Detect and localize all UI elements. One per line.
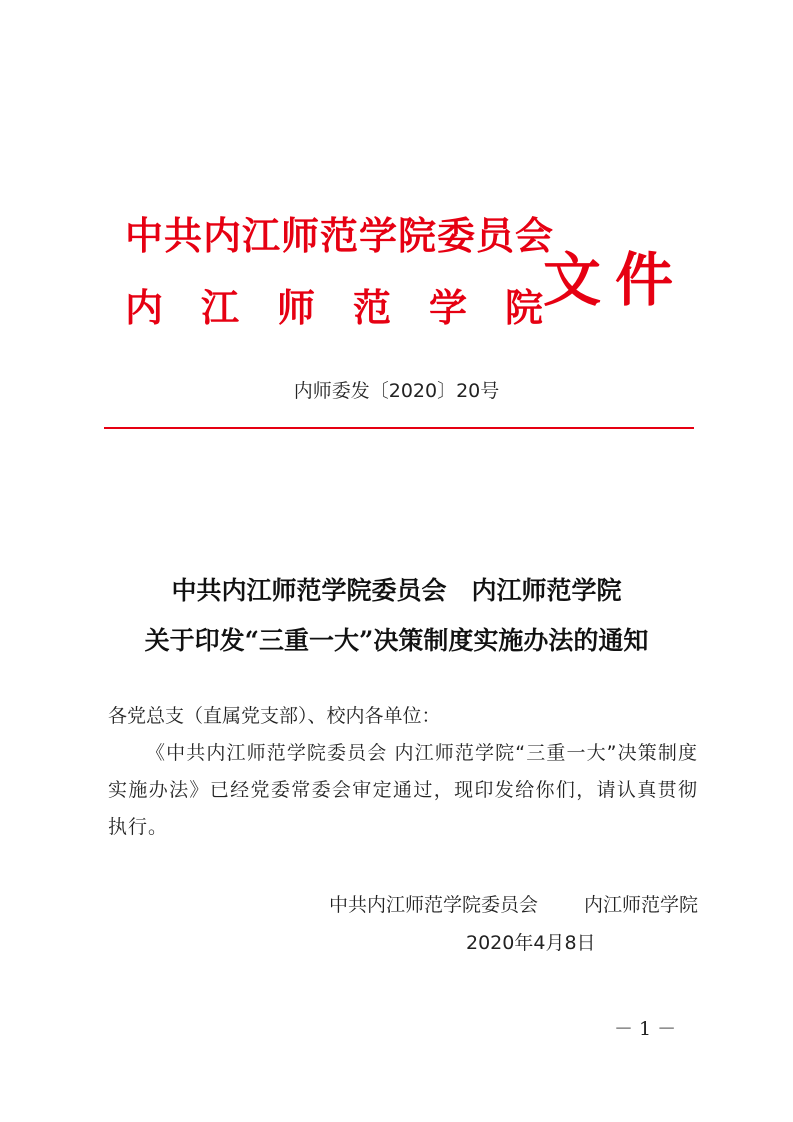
title-line-1: 中共内江师范学院委员会 内江师范学院 <box>171 576 622 605</box>
document-header <box>125 212 688 352</box>
issuer-name-college: 内江师范学院 <box>125 285 582 330</box>
document-title <box>0 566 793 666</box>
signature-date: 2020年4月8日 <box>466 932 596 954</box>
document-number: 内师委发〔2020〕20号 <box>293 380 500 402</box>
page-number: － 1 － <box>614 1018 677 1040</box>
document-body <box>108 698 698 846</box>
salutation: 各党总支（直属党支部）、校内各单位： <box>108 705 441 727</box>
signature-org-college: 内江师范学院 <box>583 894 698 916</box>
signature-orgs <box>0 892 698 918</box>
body-paragraph: 《中共内江师范学院委员会 内江师范学院“三重一大”决策制度实施办法》已经党委常委会审定通过，现印发给你们，请认真贯彻执行。 <box>108 742 698 838</box>
issuer-name-party-committee: 中共内江师范学院委员会 <box>125 213 555 258</box>
document-type-label: 文件 <box>543 246 688 314</box>
signature-org-party-committee: 中共内江师范学院委员会 <box>328 894 538 916</box>
title-line-2: 关于印发“三重一大”决策制度实施办法的通知 <box>144 626 649 655</box>
red-divider-line <box>104 427 694 429</box>
